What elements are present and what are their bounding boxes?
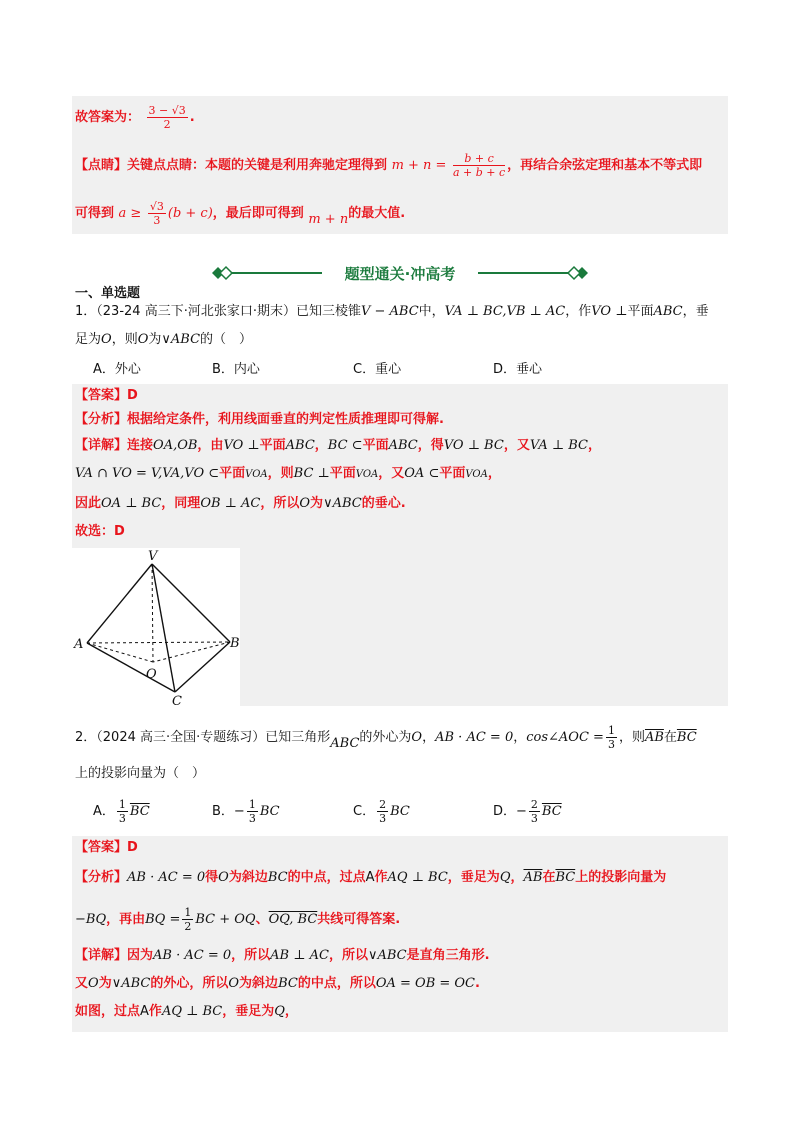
q2-option-c: C． $\frac{2}{3}$ BC (353, 798, 410, 825)
q2-detail-line-3: 如图，过点A作AQ ⊥ BC，垂足为Q， (75, 1004, 298, 1019)
tip-line-1: 【点睛】关键点点睛：本题的关键是利用奔驰定理得到 m + n = $\frac{b + c}{a + b + c}$ ，再结合余弦定理和基本不等式即 (75, 152, 703, 179)
answer-fraction: $\frac{3 - √3}{2}$ (148, 104, 186, 131)
answer-line: 故答案为： $\frac{3 - √3}{2}$ . (75, 104, 195, 131)
vertex-label-b: B (230, 636, 240, 651)
vertex-label-o: O (146, 667, 157, 682)
q2-detail-line-1: 【详解】因为AB · AC = 0，所以AB ⊥ AC，所以∨ABC是直角三角形. (75, 948, 490, 963)
tip-line-2: 可得到 a ≥ $\frac{√3}{3}$ (b + c)，最后即可得到 m + n的最大值. (75, 200, 406, 227)
q1-stem-line-1: 1．（23-24 高三下·河北张家口·期末）已知三棱锥V − ABC中，VA ⊥ BC,VB ⊥ AC，作VO ⊥平面ABC，垂 (75, 304, 709, 319)
q1-option-d: D．垂心 (493, 362, 543, 377)
tip-fraction-2: $\frac{√3}{3}$ (149, 200, 164, 227)
q2-answer: 【答案】D (75, 840, 138, 855)
q2-analysis-line-2: −BQ，再由BQ = $\frac{1}{2}$ BC + OQ、OQ, BC共线可得答案. (75, 906, 401, 933)
tip-fraction: $\frac{b + c}{a + b + c}$ (452, 152, 506, 179)
q2-analysis-line-1: 【分析】AB · AC = 0得O为斜边BC的中点，过点A作AQ ⊥ BC，垂足为Q，$\overline{AB}$在$\overline{BC}$上的投影向量为 (75, 870, 667, 885)
q1-detail-line-3: 因此OA ⊥ BC，同理OB ⊥ AC，所以O为∨ABC的垂心. (75, 496, 406, 511)
q2-option-d: D．− $\frac{2}{3}$ $\overline{BC}$ (493, 798, 562, 825)
q2-stem-line-2: 上的投影向量为（ ） (75, 766, 206, 781)
pyramid-figure (72, 548, 240, 706)
section-banner (200, 260, 600, 286)
q2-detail-line-2: 又O为∨ABC的外心，所以O为斜边BC的中点，所以OA = OB = OC. (75, 976, 480, 991)
vertex-label-a: A (74, 637, 84, 652)
q1-detail-line-2: VA ∩ VO = V,VA,VO ⊂平面VOA，则BC ⊥平面VOA，又OA ⊂平面VOA， (75, 466, 501, 481)
vertex-label-v: V (148, 549, 158, 564)
q2-cos-fraction: $\frac{1}{3}$ (607, 724, 615, 751)
q1-answer: 【答案】D (75, 388, 138, 403)
q1-analysis: 【分析】根据给定条件，利用线面垂直的判定性质推理即可得解. (75, 412, 444, 427)
q1-stem-line-2: 足为O，则O为∨ABC的（ ） (75, 332, 253, 347)
banner-title: 题型通关·冲高考 (344, 265, 456, 283)
q1-option-c: C．重心 (353, 362, 402, 377)
q1-choose: 故选：D (75, 524, 125, 539)
q2-stem-line-1: 2．（2024 高三·全国·专题练习）已知三角形ABC的外心为O，AB · AC = 0，cos∠AOC = $\frac{1}{3}$ ，则$\overline{AB}$在$\overline{BC}$ (75, 724, 697, 751)
section-title: 一、单选题 (75, 286, 141, 301)
q2-option-b: B．− $\frac{1}{3}$ BC (212, 798, 280, 825)
q1-option-a: A．外心 (93, 362, 141, 377)
q1-detail-line-1: 【详解】连接OA,OB，由VO ⊥平面ABC，BC ⊂平面ABC，得VO ⊥ BC，又VA ⊥ BC， (75, 438, 601, 453)
q2-option-a: A． $\frac{1}{3}$ $\overline{BC}$ (93, 798, 150, 825)
q1-option-b: B．内心 (212, 362, 260, 377)
vertex-label-c: C (172, 694, 182, 706)
